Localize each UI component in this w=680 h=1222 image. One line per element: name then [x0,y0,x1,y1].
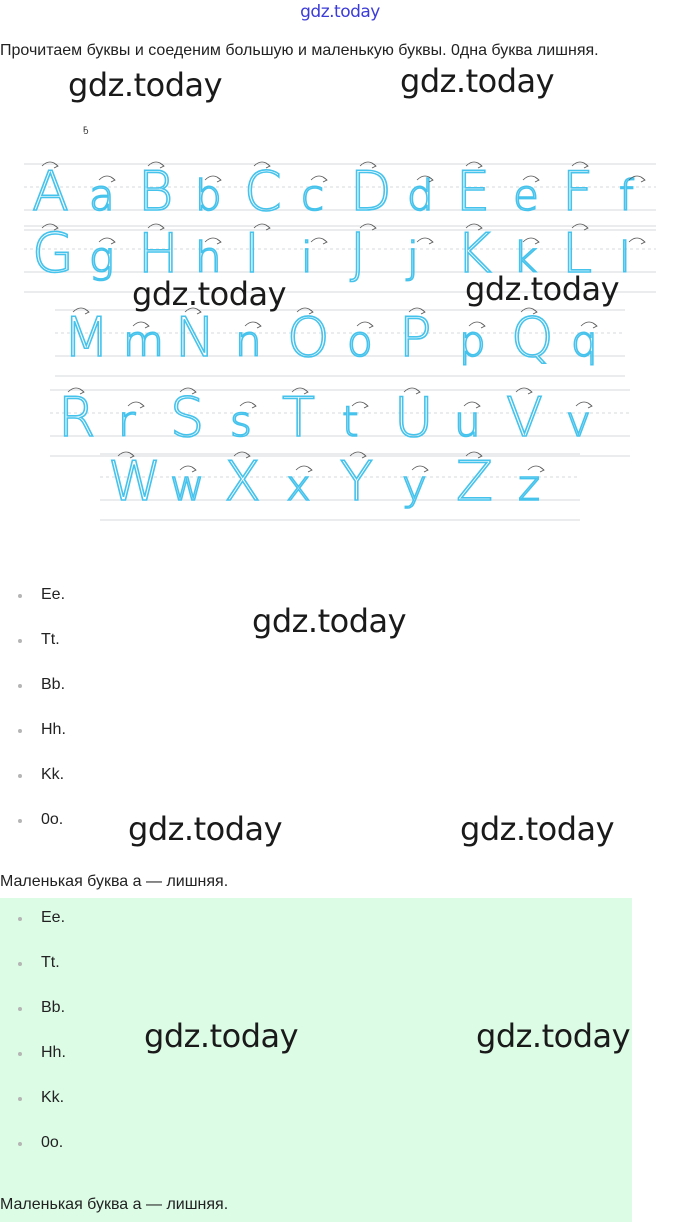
tracing-letter: x [286,461,311,510]
tracing-letter: J [350,222,366,285]
tracing-letter: Q [511,306,554,369]
watermark: gdz.today [132,275,287,313]
tracing-letter: E [456,160,491,223]
tracing-letter: h [195,233,222,282]
answer-pairs-list [0,908,66,1178]
stroke-arrow [629,238,645,244]
watermark: gdz.today [460,810,615,848]
tracing-letter: T [282,386,315,449]
tracing-letter: O [287,306,330,369]
alphabet-row [100,450,580,520]
list-item: Ee. [0,908,66,953]
tracing-letter: z [518,461,541,510]
list-item: Kk. [0,765,66,810]
list-item: Kk. [0,1088,66,1133]
tracing-letter: o [347,317,373,366]
tracing-letter: f [619,171,634,220]
tracing-letter: U [394,386,434,449]
watermark: gdz.today [68,66,223,104]
tracing-letter: S [170,386,205,449]
tracing-letter: V [506,386,543,449]
tracing-letter: M [63,306,110,369]
tracing-letter: A [32,160,69,223]
tracing-letter: u [454,397,481,446]
stroke-arrow [311,238,327,244]
figure-mark: ҕ [83,124,89,135]
tracing-letter: w [170,461,205,510]
tracing-letter: n [235,317,262,366]
tracing-letter: k [513,233,538,282]
tracing-letter: Z [456,450,493,513]
alphabet-row [55,306,625,376]
tracing-letter: R [58,386,96,449]
tracing-letter: i [301,233,313,282]
tracing-letter: X [224,450,261,513]
site-logo[interactable]: gdz.today [300,2,380,22]
tracing-letter: N [175,306,216,369]
stroke-arrow [417,238,433,244]
list-item: Bb. [0,675,66,720]
tracing-letter: m [123,317,164,366]
list-item: Ee. [0,585,66,630]
tracing-letter: H [138,222,179,285]
tracing-letter: r [118,397,136,446]
list-item: Tt. [0,953,66,998]
tracing-letter: a [89,171,115,220]
alphabet-row [50,386,630,456]
list-item: Hh. [0,1043,66,1088]
tracing-letter: p [459,317,486,366]
conclusion-text: Маленькая буква а — лишняя. [0,873,229,890]
tracing-letter: g [89,233,115,282]
tracing-letter: W [108,450,162,513]
tracing-letter: B [138,160,174,223]
tracing-letter: I [244,222,260,285]
tracing-letter: F [562,160,594,223]
tracing-letter: d [407,171,434,220]
tracing-letter: y [402,461,427,510]
tracing-letter: Y [340,450,373,513]
tracing-letter: P [399,306,432,369]
watermark: gdz.today [465,270,620,308]
task-text: Прочитаем буквы и соеденим большую и маленькую буквы. 0дна буква лишняя. [0,42,599,59]
tracing-letter: D [350,160,392,223]
tracing-letter: s [230,397,252,446]
tracing-letter: v [566,397,591,446]
tracing-letter: C [244,160,282,223]
tracing-letter: G [32,222,74,285]
letter-pairs-list [0,585,66,855]
watermark: gdz.today [144,1017,299,1055]
answer-conclusion-text: Маленькая буква а — лишняя. [0,1196,229,1213]
tracing-letter: t [342,397,359,446]
list-item: Bb. [0,998,66,1043]
tracing-letter: b [195,171,222,220]
tracing-letter: L [562,222,593,285]
alphabet-row [24,160,656,230]
list-item: 0o. [0,1133,66,1178]
tracing-letter: l [619,233,631,282]
tracing-letter: K [456,222,492,285]
watermark: gdz.today [128,810,283,848]
tracing-letter: c [301,171,325,220]
tracing-letter: q [571,317,598,366]
list-item: Hh. [0,720,66,765]
tracing-letter: j [407,233,419,282]
watermark: gdz.today [252,602,407,640]
watermark: gdz.today [400,62,555,100]
answer-box [0,898,632,1222]
watermark: gdz.today [476,1017,631,1055]
list-item: 0o. [0,810,66,855]
tracing-letter: e [513,171,539,220]
list-item: Tt. [0,630,66,675]
